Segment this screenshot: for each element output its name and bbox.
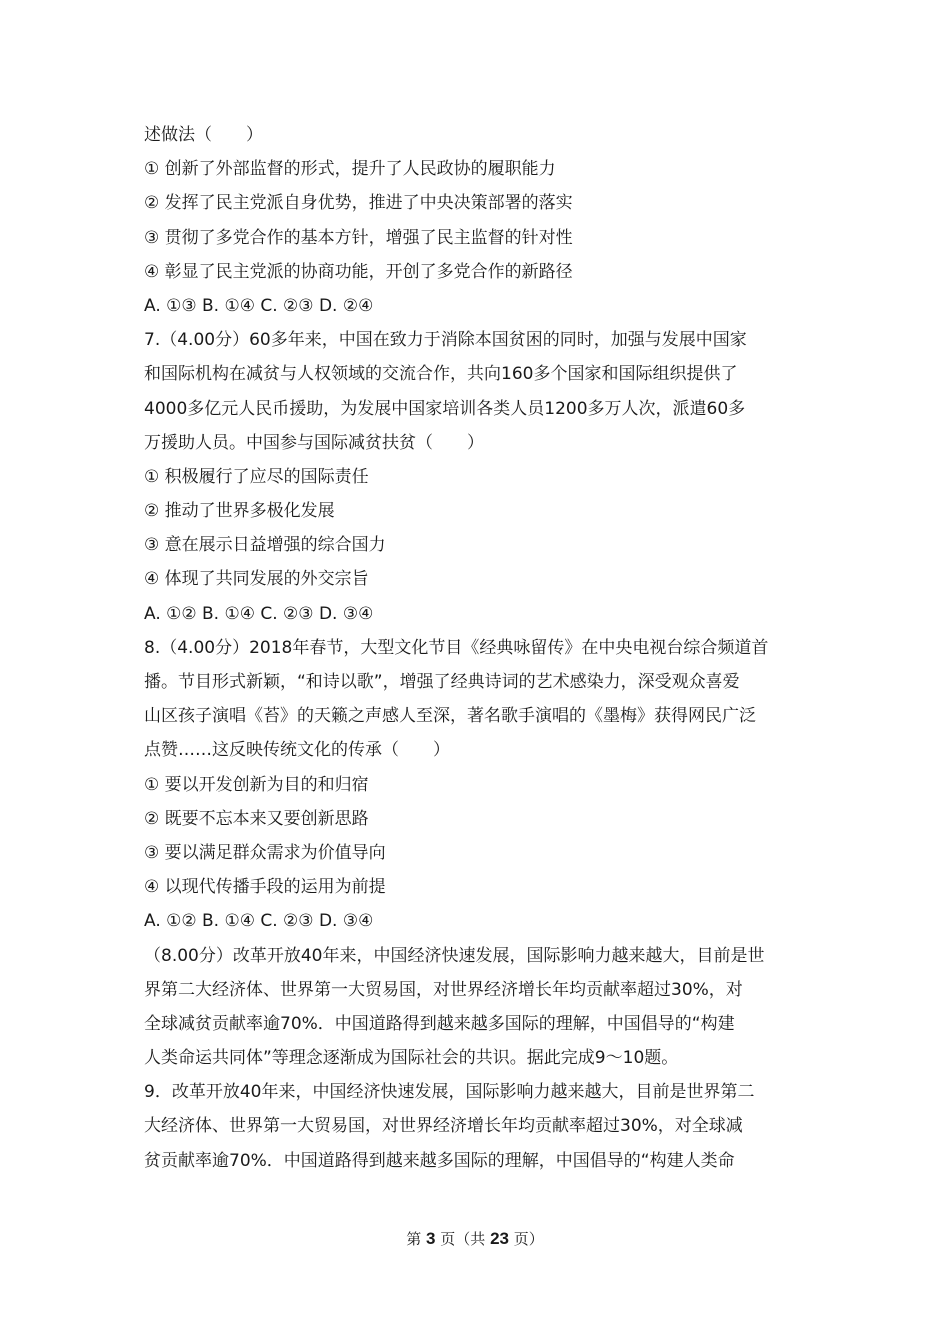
option-line: ③ 要以满足群众需求为价值导向	[144, 842, 386, 863]
footer-middle: 页（共	[440, 1230, 486, 1248]
answer-choices: A. ①② B. ①④ C. ②③ D. ③④	[144, 911, 374, 932]
footer-total-pages: 23	[490, 1229, 509, 1248]
question-7-text: 7.（4.00分）60多年来，中国在致力于消除本国贫困的同时，加强与发展中国家	[144, 330, 747, 351]
material-text: 人类命运共同体”等理念逐渐成为国际社会的共识。据此完成9～10题。	[144, 1048, 679, 1069]
question-7-text: 和国际机构在减贫与人权领域的交流合作，共向160多个国家和国际组织提供了	[144, 364, 738, 385]
page-content	[144, 118, 808, 1178]
text-line: 述做法（ ）	[144, 125, 263, 145]
page-footer	[0, 1228, 950, 1249]
option-line: ① 创新了外部监督的形式，提升了人民政协的履职能力	[144, 159, 556, 180]
option-line: ④ 以现代传播手段的运用为前提	[144, 877, 386, 898]
question-7-text: 4000多亿元人民币援助，为发展中国家培训各类人员1200多万人次，派遣60多	[144, 398, 746, 419]
option-line: ② 推动了世界多极化发展	[144, 501, 335, 522]
option-line: ④ 体现了共同发展的外交宗旨	[144, 569, 369, 590]
material-text: （8.00分）改革开放40年来，中国经济快速发展，国际影响力越来越大，目前是世	[144, 945, 765, 966]
option-line: ③ 贯彻了多党合作的基本方针，增强了民主监督的针对性	[144, 227, 573, 248]
question-9-text: 大经济体、世界第一大贸易国，对世界经济增长年均贡献率超过30%，对全球减	[144, 1116, 743, 1137]
option-line: ① 积极履行了应尽的国际责任	[144, 466, 369, 487]
question-8-text: 山区孩子演唱《苔》的天籁之声感人至深，著名歌手演唱的《墨梅》获得网民广泛	[144, 706, 756, 727]
question-8-text: 点赞……这反映传统文化的传承（ ）	[144, 740, 450, 761]
option-line: ④ 彰显了民主党派的协商功能，开创了多党合作的新路径	[144, 261, 573, 282]
footer-suffix: 页）	[513, 1230, 544, 1248]
option-line: ③ 意在展示日益增强的综合国力	[144, 535, 386, 556]
option-line: ② 发挥了民主党派自身优势，推进了中央决策部署的落实	[144, 193, 573, 214]
answer-choices: A. ①③ B. ①④ C. ②③ D. ②④	[144, 295, 374, 316]
footer-page-number: 3	[426, 1229, 436, 1248]
question-7-text: 万援助人员。中国参与国际减贫扶贫（ ）	[144, 432, 484, 453]
material-text: 全球减贫贡献率逾70%．中国道路得到越来越多国际的理解，中国倡导的“构建	[144, 1013, 735, 1034]
footer-prefix: 第	[406, 1230, 422, 1248]
answer-choices: A. ①② B. ①④ C. ②③ D. ③④	[144, 603, 374, 624]
question-8-text: 播。节目形式新颖，“和诗以歌”，增强了经典诗词的艺术感染力，深受观众喜爱	[144, 672, 740, 692]
option-line: ② 既要不忘本来又要创新思路	[144, 808, 369, 829]
option-line: ① 要以开发创新为目的和归宿	[144, 774, 369, 795]
question-8-text: 8.（4.00分）2018年春节，大型文化节目《经典咏留传》在中央电视台综合频道首	[144, 637, 769, 658]
material-text: 界第二大经济体、世界第一大贸易国，对世界经济增长年均贡献率超过30%，对	[144, 979, 743, 1000]
question-9-text: 贫贡献率逾70%．中国道路得到越来越多国际的理解，中国倡导的“构建人类命	[144, 1150, 735, 1171]
question-9-text: 9．改革开放40年来，中国经济快速发展，国际影响力越来越大，目前是世界第二	[144, 1082, 755, 1103]
